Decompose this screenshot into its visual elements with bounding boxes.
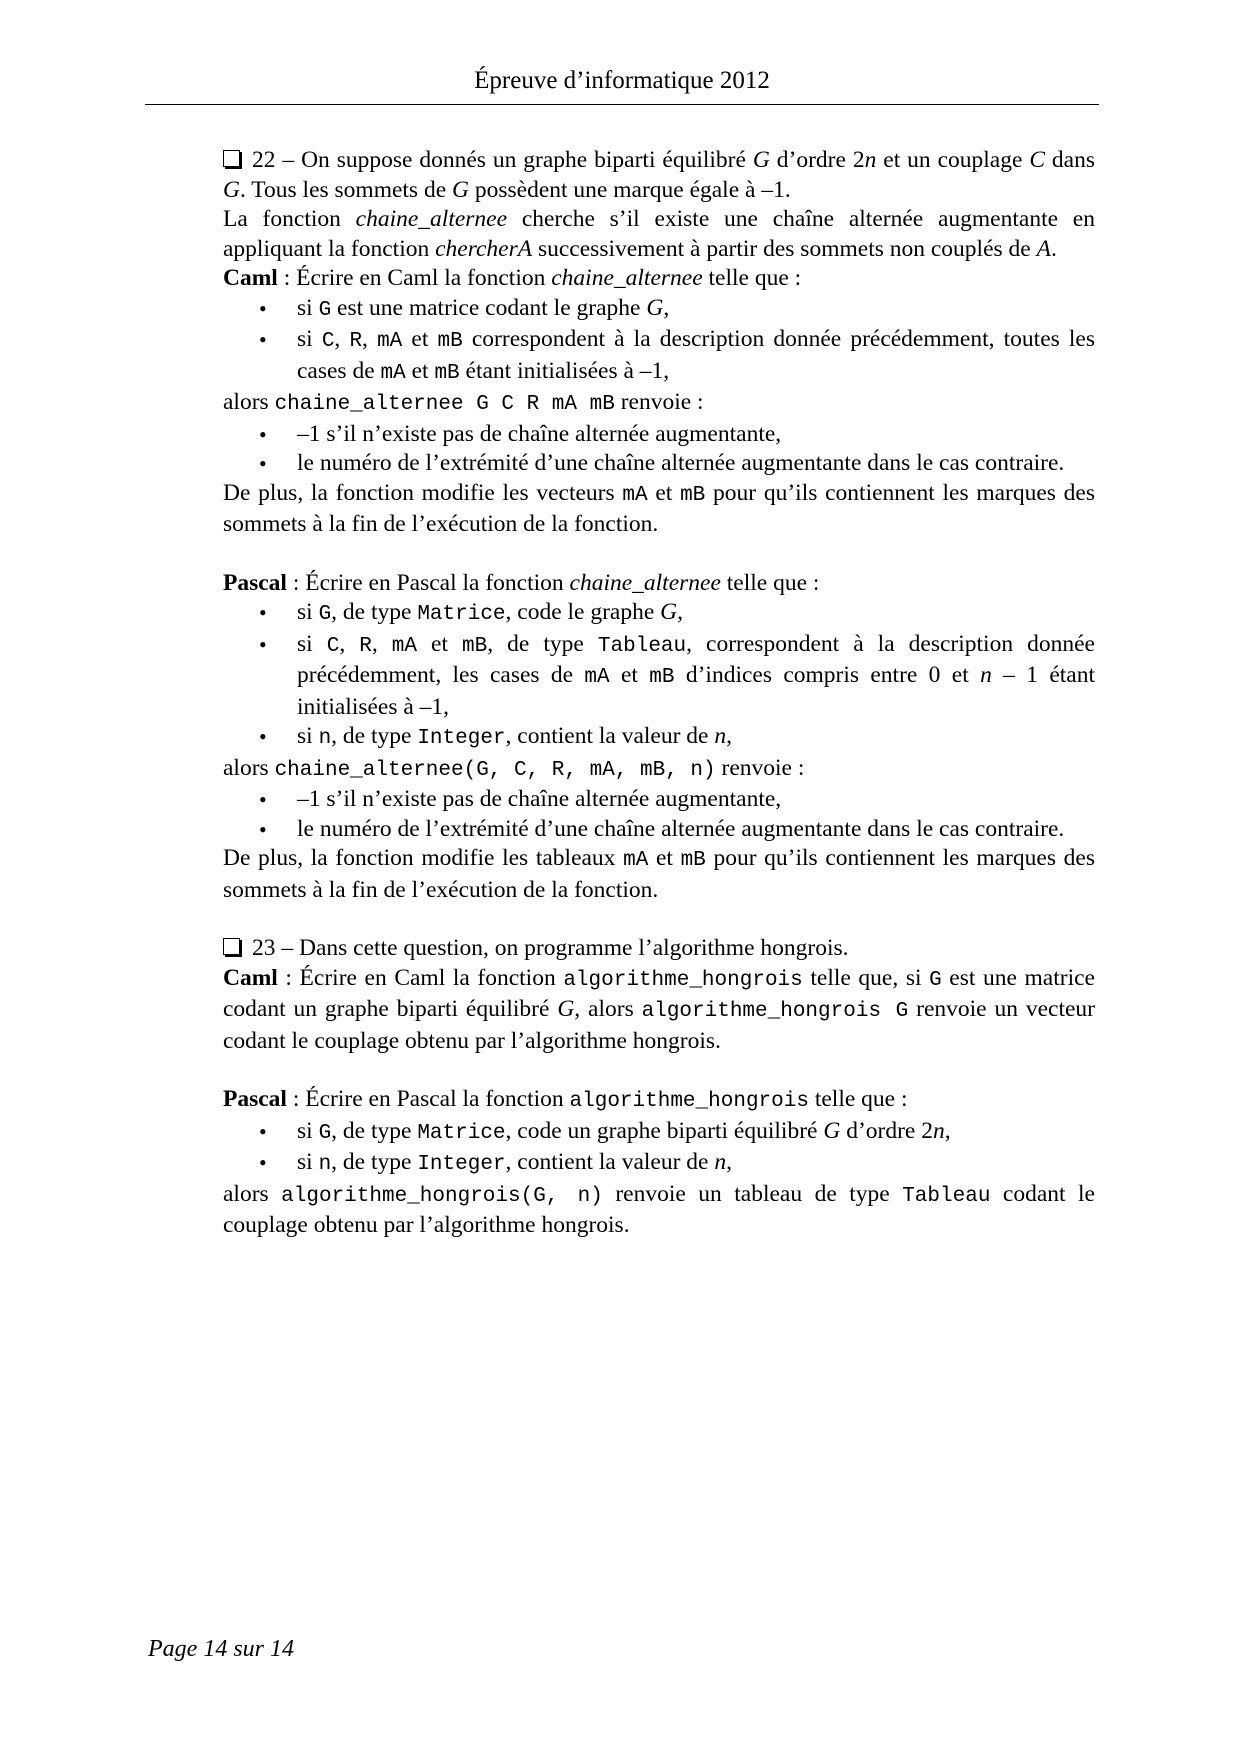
q23-pascal-conditions bbox=[223, 1117, 1095, 1180]
bullet-icon: • bbox=[259, 724, 267, 749]
list-item: • le numéro de l’extrémité d’une chaîne alternée augmentante dans le cas contraire. bbox=[223, 449, 1095, 479]
q22-caml-results bbox=[223, 420, 1095, 479]
bullet-icon: • bbox=[259, 1150, 267, 1175]
q23-caml: Caml : Écrire en Caml la fonction algorithme_hongrois telle que, si G est une matrice codant un graphe biparti équilibré G, alors algorithme_hongrois G renvoie un vecteur codant le couplage obtenu par l’algorithme hongrois. bbox=[223, 964, 1095, 1054]
list-item: • –1 s’il n’existe pas de chaîne alternée augmentante, bbox=[223, 785, 1095, 815]
bullet-icon: • bbox=[259, 327, 267, 352]
spacer bbox=[223, 540, 1095, 569]
list-item: • –1 s’il n’existe pas de chaîne alternée augmentante, bbox=[223, 420, 1095, 450]
q23-pascal-returns: alors algorithme_hongrois(G, n) renvoie un tableau de type Tableau codant le couplage obtenu par l’algorithme hongrois. bbox=[223, 1180, 1095, 1238]
list-item: • si G, de type Matrice, code un graphe biparti équilibré G d’ordre 2n, bbox=[259, 1117, 951, 1145]
list-item: • si C, R, mA et mB correspondent à la description donnée précédemment, toutes les cases de mA et mB étant initialisées à –1, bbox=[259, 326, 1096, 385]
bullet-icon: • bbox=[259, 295, 267, 321]
list-item: • si G est une matrice codant le graphe G, bbox=[259, 294, 670, 322]
list-item: • si n, de type Integer, contient la valeur de n, bbox=[259, 723, 732, 750]
page-number: Page 14 sur 14 bbox=[148, 1636, 294, 1662]
list-item: • si G, de type Matrice, code le graphe G, bbox=[259, 599, 684, 626]
list-item: • le numéro de l’extrémité d’une chaîne alternée augmentante dans le cas contraire. bbox=[223, 815, 1095, 845]
spacer bbox=[223, 905, 1095, 934]
bullet-icon: • bbox=[259, 421, 267, 447]
q23-pascal-heading: Pascal : Écrire en Pascal la fonction algorithme_hongrois telle que : bbox=[223, 1086, 908, 1113]
bullet-icon: • bbox=[259, 600, 267, 625]
bullet-icon: • bbox=[259, 787, 267, 812]
bullet-icon: • bbox=[259, 631, 267, 657]
bullet-icon: • bbox=[259, 451, 267, 476]
q22-pascal-returns: alors chaine_alternee(G, C, R, mA, mB, n) renvoie : bbox=[223, 754, 805, 782]
q22-caml-conditions bbox=[223, 294, 1095, 389]
q22-pascal-heading: Pascal : Écrire en Pascal la fonction chaine_alternee telle que : bbox=[223, 569, 820, 596]
list-item: • si C, R, mA et mB, de type Tableau, correspondent à la description donnée précédemment, les cases de mA et mB d’indices compris entre 0 et n – 1 étant initialisées à –1, bbox=[259, 630, 1095, 720]
q22-caml-side-effect: De plus, la fonction modifie les vecteurs mA et mB pour qu’ils contiennent les marques des sommets à la fin de l’exécution de la fonction. bbox=[223, 479, 1096, 537]
header-rule bbox=[145, 104, 1099, 105]
q22-caml-returns: alors chaine_alternee G C R mA mB renvoie : bbox=[223, 389, 704, 416]
list-item: • si n, de type Integer, contient la valeur de n, bbox=[259, 1149, 732, 1176]
q22-pascal-results bbox=[223, 785, 1095, 844]
bullet-icon: • bbox=[259, 816, 267, 842]
q23-intro: 23 – Dans cette question, on programme l’algorithme hongrois. bbox=[223, 934, 1095, 964]
bullet-icon: • bbox=[259, 1118, 267, 1144]
q22-pascal-side-effect: De plus, la fonction modifie les tableaux mA et mB pour qu’ils contiennent les marques des sommets à la fin de l’exécution de la fonction. bbox=[223, 845, 1095, 903]
checkbox-icon bbox=[223, 150, 240, 167]
main-content bbox=[223, 146, 1095, 1241]
checkbox-icon bbox=[223, 938, 240, 955]
q22-pascal-conditions bbox=[223, 598, 1095, 754]
page-header: Épreuve d’informatique 2012 bbox=[474, 67, 770, 94]
q22-caml-heading: Caml : Écrire en Caml la fonction chaine_alternee telle que : bbox=[223, 265, 802, 291]
spacer bbox=[223, 1056, 1095, 1085]
q22-description: La fonction chaine_alternee cherche s’il existe une chaîne alternée augmentante en appliquant la fonction chercherA successivement à partir des sommets non couplés de A. bbox=[223, 206, 1095, 262]
q22-intro: 22 – On suppose donnés un graphe biparti équilibré G d’ordre 2n et un couplage C dans G. Tous les sommets de G possèdent une marque égale à –1. bbox=[223, 147, 1095, 203]
